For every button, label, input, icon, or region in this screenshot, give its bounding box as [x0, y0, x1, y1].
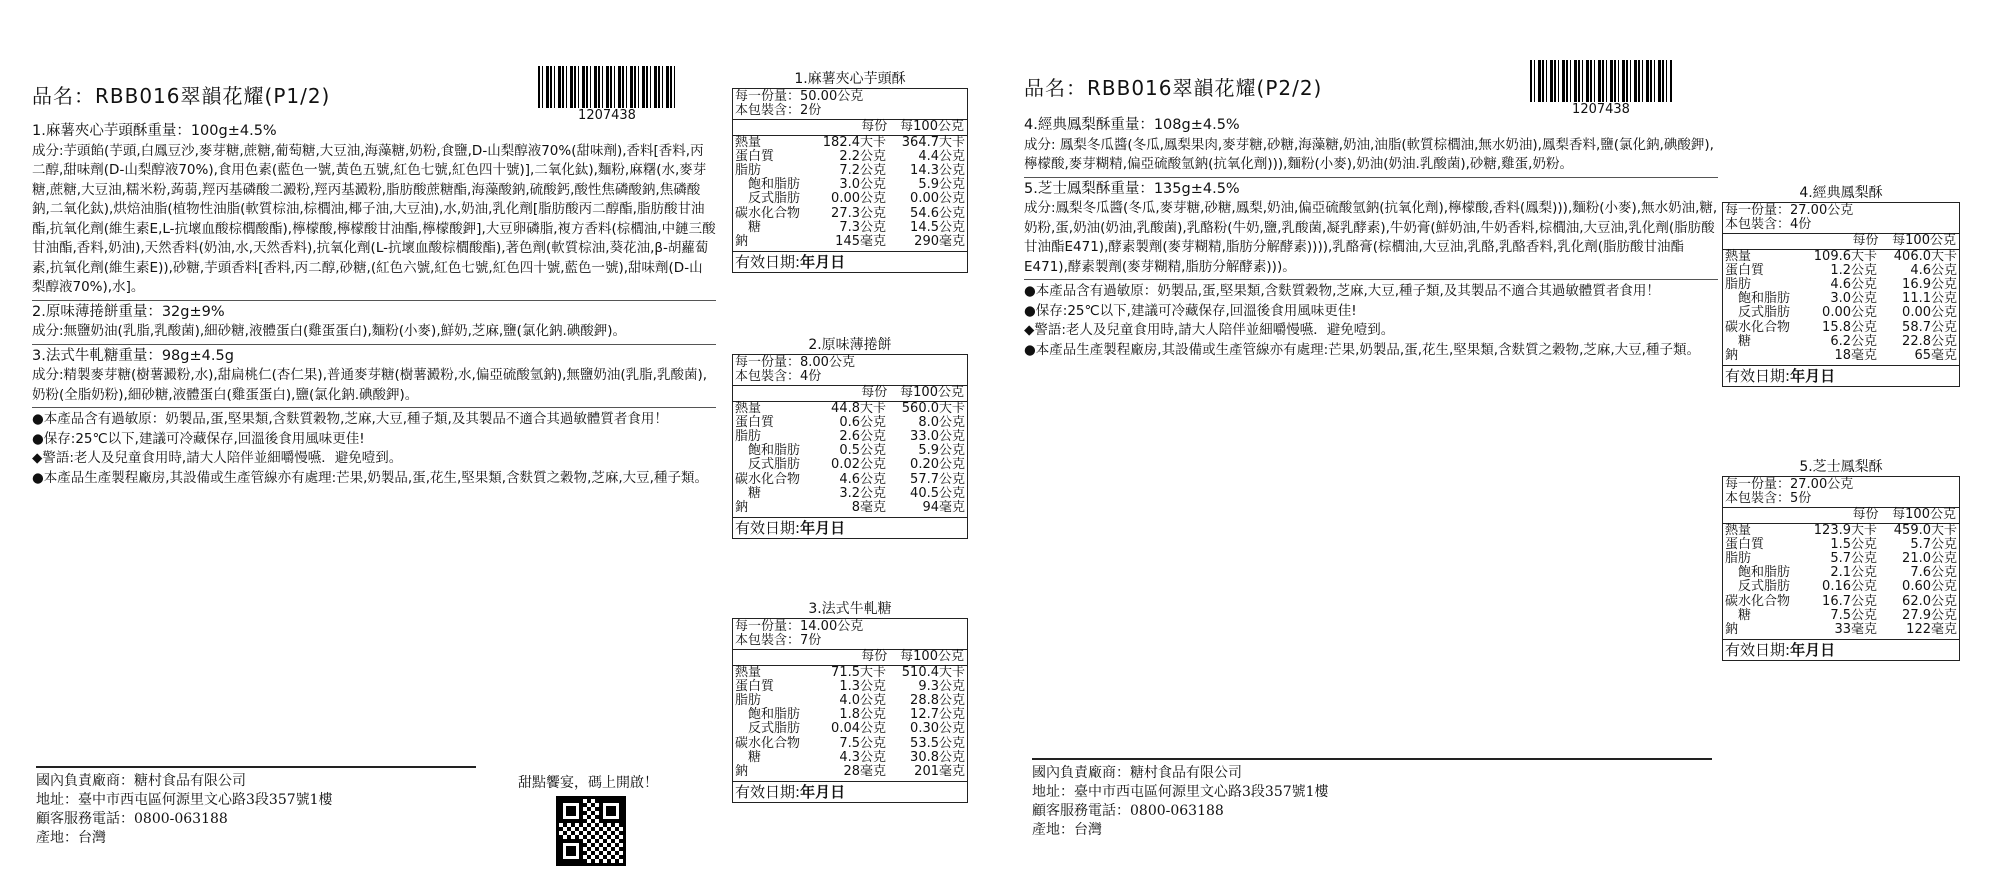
- value-per-serving: 1.3公克: [839, 678, 886, 694]
- nutrition-row: [735, 458, 965, 472]
- section-ingredients: 成分: 鳳梨冬瓜醬(冬瓜,鳳梨果肉,麥芽糖,砂糖,海藻糖,奶油,油脂(軟質棕櫚油,無水奶油),鳳梨香料,鹽(氯化鈉,碘酸鉀),檸檬酸,麥芽糊精,偏亞硫酸氫鈉(抗氧化劑))),麵粉(小麥),奶油(奶油.乳酸菌),砂糖,雞蛋,奶粉。: [1024, 136, 1714, 172]
- serving-size: 每一份量：8.00公克: [735, 355, 855, 370]
- value-per-serving: 4.0公克: [839, 693, 886, 709]
- nutrition-row: [735, 666, 965, 680]
- nutrient-name: 碳水化合物: [735, 735, 801, 751]
- section-cheese-pineapple: [1024, 180, 1718, 363]
- value-per-serving: 0.5公克: [839, 443, 886, 459]
- nutrient-name: 熱量: [1725, 248, 1752, 264]
- value-per-serving: 4.3公克: [839, 749, 886, 765]
- barcode-number: 1207438: [578, 108, 636, 123]
- value-per-serving: 109.6大卡: [1813, 248, 1877, 264]
- servings-per-pack: 本包裝含：5份: [1725, 491, 1812, 507]
- section-classic-pineapple: [1024, 116, 1718, 178]
- value-per-serving: 123.9大卡: [1813, 522, 1877, 538]
- nutrition-row: [735, 235, 965, 249]
- value-per-100g: 27.9公克: [1902, 607, 1957, 623]
- nutrition-table: [1722, 202, 1960, 387]
- nutrition-header: [1723, 508, 1959, 523]
- section-ingredients: 成分:芋頭餡(芋頭,白鳳豆沙,麥芽糖,蔗糖,葡萄糖,大豆油,海藻糖,奶粉,食鹽,D-山梨醇液70%(甜味劑),香料[香料,丙二醇,甜味劑(D-山梨醇液70%),食用色素(藍色一號,黃色五號,紅色七號,紅色四十號)],二氧化鈦),麵粉,麻糬(水,麥芽糖,蔗糖,大豆油,糯米粉,蒟蒻,羥丙基磷酸二澱粉,羥丙基澱粉,脂肪酸蔗糖酯,海藻酸鈉,硫酸鈣,酸性焦磷酸鈉,焦磷酸鈉,二氧化鈦),烘焙油脂(植物性油脂(軟質棕油,棕櫚油,椰子油,大豆油),水,奶油,乳化劑[脂肪酸丙二醇酯,脂肪酸甘油酯,抗氧化劑(維生素E,L-抗壞血酸棕櫚酸酯),檸檬酸,檸檬酸甘油酯,檸檬酸鉀],大豆卵磷脂,複方香料(棕櫚油,中鏈三酸甘油酯,香料,奶油),天然香料(奶油,水,天然香料),抗氧化劑(L-抗壞血酸棕櫚酸酯),著色劑(軟質棕油,葵花油,β-胡蘿蔔素,抗氧化劑(維生素E)),砂糖,芋頭香料[香料,丙二醇,砂糖,(紅色六號,紅色七號,紅色四十號,藍色一號),甜味劑(D-山梨醇液70%),水]。: [32, 142, 716, 295]
- nutrient-name: 反式脂肪: [735, 721, 801, 737]
- value-per-serving: 7.3公克: [839, 219, 886, 235]
- value-per-100g: 560.0大卡: [901, 400, 965, 416]
- value-per-serving: 1.8公克: [839, 707, 886, 723]
- value-per-100g: 290毫克: [914, 234, 965, 250]
- value-per-100g: 7.6公克: [1910, 565, 1957, 581]
- allergen-note: ●本產品含有過敏原：奶製品,蛋,堅果類,含麩質穀物,芝麻,大豆,種子類,及其製品不適合其過敏體質者食用！: [32, 411, 668, 427]
- value-per-serving: 44.8大卡: [831, 400, 886, 416]
- section-ingredients: 成分:鳳梨冬瓜醬(冬瓜,麥芽糖,砂糖,鳳梨,奶油,偏亞硫酸氫鈉(抗氧化劑),檸檬酸,香料(鳳梨))),麵粉(小麥),無水奶油,糖,奶粉,蛋,奶油(奶油,乳酸菌),乳酪粉(牛奶,鹽,乳酸菌,凝乳酵素),牛奶膏(鮮奶油,牛奶香料,棕櫚油,大豆油,乳化劑(脂肪酸甘油酯E471),酵素製劑(麥芽糊精,脂肪分解酵素)))),乳酪膏(棕櫚油,大豆油,乳酪,乳酪香料,乳化劑(脂肪酸甘油酯E471),酵素製劑(麥芽糊精,脂肪分解酵素)))。: [1024, 199, 1718, 280]
- value-per-serving: 27.3公克: [831, 205, 886, 221]
- col-per-serving: 每份: [861, 119, 888, 135]
- nutrient-name: 碳水化合物: [1725, 593, 1791, 609]
- value-per-100g: 406.0大卡: [1893, 248, 1957, 264]
- origin: 產地：台灣: [36, 830, 106, 846]
- value-per-100g: 30.8公克: [910, 749, 965, 765]
- nutrition-rows: [1723, 250, 1959, 367]
- nutrient-name: 蛋白質: [735, 678, 775, 694]
- nutrient-name: 鈉: [735, 764, 749, 780]
- nutrient-name: 糖: [735, 749, 762, 765]
- nutrition-row: [1725, 264, 1957, 278]
- manufacturer: 國內負責廠商：糖村食品有限公司: [1032, 765, 1242, 781]
- nutrient-name: 碳水化合物: [735, 471, 801, 487]
- nutrition-row: [1725, 538, 1957, 552]
- nutrient-name: 熱量: [735, 664, 762, 680]
- nutrition-title: 5.芝士鳳梨酥: [1799, 459, 1883, 475]
- footer-p2: [1032, 758, 1712, 840]
- value-per-100g: 0.00公克: [1902, 305, 1957, 321]
- nutrient-name: 熱量: [1725, 522, 1752, 538]
- barcode-p2: [1530, 60, 1672, 117]
- value-per-100g: 201毫克: [914, 764, 965, 780]
- nutrition-table: [732, 618, 968, 803]
- expiry-date: [733, 252, 967, 272]
- nutrient-name: 脂肪: [735, 163, 762, 179]
- value-per-serving: 71.5大卡: [831, 664, 886, 680]
- address: 地址：臺中市西屯區何源里文心路3段357號1樓: [36, 792, 333, 808]
- nutrient-name: 蛋白質: [735, 148, 775, 164]
- value-per-100g: 364.7大卡: [901, 134, 965, 150]
- nutrition-rows: [733, 666, 967, 783]
- value-per-serving: 8毫克: [851, 500, 886, 516]
- nutrient-name: 反式脂肪: [735, 191, 801, 207]
- serving-info: [733, 355, 967, 386]
- nutrient-name: 熱量: [735, 400, 762, 416]
- value-per-100g: 28.8公克: [910, 693, 965, 709]
- nutrient-name: 反式脂肪: [735, 457, 801, 473]
- value-per-100g: 0.60公克: [1902, 579, 1957, 595]
- nutrition-row: [735, 473, 965, 487]
- value-per-serving: 1.5公克: [1830, 536, 1877, 552]
- nutrition-panel-2: [732, 334, 968, 539]
- value-per-serving: 33毫克: [1834, 622, 1877, 638]
- nutrition-panel-5: [1722, 456, 1960, 661]
- section-nougat: [32, 347, 716, 491]
- nutrient-name: 飽和脂肪: [735, 443, 801, 459]
- value-per-serving: 0.6公克: [839, 414, 886, 430]
- value-per-100g: 0.00公克: [910, 191, 965, 207]
- nutrient-name: 蛋白質: [735, 414, 775, 430]
- nutrition-header: [733, 120, 967, 135]
- value-per-serving: 6.2公克: [1830, 333, 1877, 349]
- expiry-value: 年月日: [800, 519, 846, 538]
- nutrition-row: [735, 501, 965, 515]
- value-per-100g: 510.4大卡: [901, 664, 965, 680]
- nutrition-row: [735, 207, 965, 221]
- section-title: 1.麻薯夾心芋頭酥重量：100g±4.5%: [32, 123, 277, 139]
- nutrient-name: 鈉: [1725, 622, 1739, 638]
- expiry-date: [1723, 640, 1959, 660]
- value-per-100g: 0.30公克: [910, 721, 965, 737]
- facility-note: ●本產品生產製程廠房,其設備或生產管線亦有處理:芒果,奶製品,蛋,花生,堅果類,含麩質之穀物,芝麻,大豆,種子類。: [32, 469, 708, 486]
- value-per-serving: 0.00公克: [1822, 305, 1877, 321]
- value-per-serving: 28毫克: [843, 764, 886, 780]
- col-per-100g: 每100公克: [1892, 507, 1956, 523]
- value-per-serving: 2.2公克: [839, 148, 886, 164]
- value-per-serving: 16.7公克: [1822, 593, 1877, 609]
- nutrition-table: [1722, 476, 1960, 661]
- value-per-100g: 9.3公克: [918, 678, 965, 694]
- warning-note: ◆警語:老人及兒童食用時,請大人陪伴並細嚼慢嚥．避免噎到。: [32, 450, 403, 466]
- serving-size: 每一份量：50.00公克: [735, 89, 864, 104]
- expiry-label: 有效日期:: [735, 519, 801, 538]
- section-title: 4.經典鳳梨酥重量：108g±4.5%: [1024, 117, 1240, 133]
- value-per-100g: 65毫克: [1914, 348, 1957, 364]
- col-per-100g: 每100公克: [900, 649, 964, 665]
- serving-info: [1723, 203, 1959, 234]
- warning-note: ◆警語:老人及兒童食用時,請大人陪伴並細嚼慢嚥．避免噎到。: [1024, 322, 1395, 338]
- nutrition-header: [733, 650, 967, 665]
- nutrition-row: [735, 737, 965, 751]
- section-ingredients: 成分:精製麥芽糖(樹薯澱粉,水),甜扁桃仁(杏仁果),普通麥芽糖(樹薯澱粉,水,偏亞硫酸氫鈉),無鹽奶油(乳脂,乳酸菌),奶粉(全脂奶粉),細砂糖,液體蛋白(雞蛋蛋白),鹽(氯化鈉.碘酸鉀)。: [32, 366, 716, 408]
- value-per-100g: 4.6公克: [1910, 262, 1957, 278]
- value-per-serving: 7.5公克: [1830, 607, 1877, 623]
- nutrition-row: [735, 751, 965, 765]
- col-per-100g: 每100公克: [1892, 233, 1956, 249]
- expiry-date: [733, 518, 967, 538]
- col-per-serving: 每份: [1852, 507, 1879, 523]
- value-per-100g: 58.7公克: [1902, 319, 1957, 335]
- nutrition-rows: [733, 136, 967, 253]
- nutrient-name: 脂肪: [735, 693, 762, 709]
- value-per-serving: 15.8公克: [1822, 319, 1877, 335]
- section-ingredients: 成分:無鹽奶油(乳脂,乳酸菌),細砂糖,液體蛋白(雞蛋蛋白),麵粉(小麥),鮮奶,芝麻,鹽(氯化鈉.碘酸鉀)。: [32, 323, 627, 339]
- nutrition-row: [735, 136, 965, 150]
- value-per-100g: 62.0公克: [1902, 593, 1957, 609]
- serving-info: [733, 619, 967, 650]
- nutrition-title: 3.法式牛軋糖: [808, 601, 892, 617]
- value-per-100g: 12.7公克: [910, 707, 965, 723]
- expiry-date: [1723, 366, 1959, 386]
- value-per-serving: 4.6公克: [839, 471, 886, 487]
- slogan: 甜點饗宴，碼上開啟！: [518, 775, 658, 791]
- value-per-serving: 145毫克: [835, 234, 886, 250]
- nutrient-name: 鈉: [735, 234, 749, 250]
- phone: 顧客服務電話：0800-063188: [1032, 803, 1224, 819]
- nutrition-rows: [733, 402, 967, 519]
- nutrition-row: [1725, 580, 1957, 594]
- nutrition-row: [1725, 250, 1957, 264]
- nutrition-row: [1725, 306, 1957, 320]
- nutrition-table: [732, 354, 968, 539]
- nutrition-rows: [1723, 524, 1959, 641]
- value-per-serving: 4.6公克: [1830, 277, 1877, 293]
- value-per-100g: 11.1公克: [1902, 291, 1957, 307]
- nutrient-name: 糖: [1725, 333, 1752, 349]
- value-per-serving: 3.2公克: [839, 485, 886, 501]
- expiry-label: 有效日期:: [1725, 367, 1791, 386]
- barcode-p1: [538, 66, 676, 123]
- nutrition-row: [735, 680, 965, 694]
- nutrition-panel-1: [732, 68, 968, 273]
- value-per-100g: 14.3公克: [910, 163, 965, 179]
- value-per-serving: 7.2公克: [839, 163, 886, 179]
- serving-size: 每一份量：27.00公克: [1725, 203, 1854, 218]
- nutrient-name: 脂肪: [735, 429, 762, 445]
- manufacturer: 國內負責廠商：糖村食品有限公司: [36, 773, 246, 789]
- nutrient-name: 鈉: [1725, 348, 1739, 364]
- serving-info: [1723, 477, 1959, 508]
- value-per-100g: 16.9公克: [1902, 277, 1957, 293]
- nutrition-table: [732, 88, 968, 273]
- phone: 顧客服務電話：0800-063188: [36, 811, 228, 827]
- value-per-100g: 5.9公克: [918, 177, 965, 193]
- value-per-100g: 22.8公克: [1902, 333, 1957, 349]
- nutrition-header: [733, 386, 967, 401]
- expiry-date: [733, 782, 967, 802]
- barcode-bars: [538, 66, 676, 108]
- nutrition-row: [1725, 524, 1957, 538]
- section-title: 3.法式牛軋糖重量：98g±4.5g: [32, 347, 234, 364]
- nutrition-panel-4: [1722, 182, 1960, 387]
- nutrition-row: [735, 765, 965, 779]
- ingredients-p1: [32, 122, 716, 492]
- nutrition-row: [735, 722, 965, 736]
- nutrition-row: [735, 402, 965, 416]
- nutrient-name: 蛋白質: [1725, 536, 1765, 552]
- value-per-serving: 2.1公克: [1830, 565, 1877, 581]
- page-title-p1: 品名：RBB016翠韻花耀(P1/2): [32, 84, 331, 108]
- nutrient-name: 碳水化合物: [735, 205, 801, 221]
- nutrient-name: 脂肪: [1725, 551, 1752, 567]
- value-per-serving: 7.5公克: [839, 735, 886, 751]
- col-per-100g: 每100公克: [900, 385, 964, 401]
- value-per-serving: 5.7公克: [1830, 551, 1877, 567]
- serving-info: [733, 89, 967, 120]
- nutrient-name: 飽和脂肪: [735, 177, 801, 193]
- nutrient-name: 鈉: [735, 500, 749, 516]
- nutrition-row: [1725, 349, 1957, 363]
- value-per-100g: 122毫克: [1906, 622, 1957, 638]
- nutrition-row: [1725, 335, 1957, 349]
- nutrient-name: 熱量: [735, 134, 762, 150]
- nutrition-title: 1.麻薯夾心芋頭酥: [794, 71, 906, 87]
- value-per-100g: 4.4公克: [918, 148, 965, 164]
- value-per-100g: 14.5公克: [910, 219, 965, 235]
- nutrient-name: 飽和脂肪: [1725, 291, 1791, 307]
- value-per-serving: 0.04公克: [831, 721, 886, 737]
- value-per-100g: 459.0大卡: [1893, 522, 1957, 538]
- value-per-serving: 182.4大卡: [822, 134, 886, 150]
- value-per-serving: 0.16公克: [1822, 579, 1877, 595]
- value-per-serving: 3.0公克: [839, 177, 886, 193]
- nutrition-row: [735, 150, 965, 164]
- nutrition-row: [1725, 609, 1957, 623]
- barcode-number: 1207438: [1572, 102, 1630, 117]
- expiry-value: 年月日: [800, 783, 846, 802]
- expiry-label: 有效日期:: [735, 783, 801, 802]
- nutrition-header: [1723, 234, 1959, 249]
- section-title: 2.原味薄捲餅重量：32g±9%: [32, 303, 225, 320]
- expiry-label: 有效日期:: [735, 253, 801, 272]
- nutrient-name: 糖: [1725, 607, 1752, 623]
- nutrition-title: 2.原味薄捲餅: [808, 337, 892, 353]
- nutrient-name: 反式脂肪: [1725, 305, 1791, 321]
- nutrient-name: 糖: [735, 219, 762, 235]
- nutrient-name: 反式脂肪: [1725, 579, 1791, 595]
- nutrition-row: [735, 416, 965, 430]
- page-title-p2: 品名：RBB016翠韻花耀(P2/2): [1024, 76, 1323, 100]
- facility-note: ●本產品生產製程廠房,其設備或生產管線亦有處理:芒果,奶製品,蛋,花生,堅果類,含麩質之穀物,芝麻,大豆,種子類。: [1024, 341, 1700, 358]
- value-per-serving: 1.2公克: [1830, 262, 1877, 278]
- nutrition-row: [1725, 623, 1957, 637]
- nutrition-row: [735, 221, 965, 235]
- expiry-value: 年月日: [1790, 367, 1836, 386]
- value-per-100g: 33.0公克: [910, 429, 965, 445]
- value-per-100g: 8.0公克: [918, 414, 965, 430]
- storage-note: ●保存:25℃以下,建議可冷藏保存,回溫後食用風味更佳!: [32, 430, 365, 447]
- value-per-100g: 21.0公克: [1902, 551, 1957, 567]
- storage-note: ●保存:25℃以下,建議可冷藏保存,回溫後食用風味更佳!: [1024, 302, 1357, 319]
- value-per-serving: 3.0公克: [1830, 291, 1877, 307]
- value-per-100g: 0.20公克: [910, 457, 965, 473]
- value-per-serving: 0.00公克: [831, 191, 886, 207]
- nutrient-name: 蛋白質: [1725, 262, 1765, 278]
- barcode-bars: [1530, 60, 1672, 102]
- ingredients-p2: [1024, 116, 1718, 364]
- nutrient-name: 飽和脂肪: [1725, 565, 1791, 581]
- origin: 產地：台灣: [1032, 822, 1102, 838]
- serving-size: 每一份量：14.00公克: [735, 619, 864, 634]
- section-thin-roll: [32, 303, 716, 345]
- expiry-value: 年月日: [1790, 641, 1836, 660]
- nutrition-panel-3: [732, 598, 968, 803]
- value-per-100g: 94毫克: [922, 500, 965, 516]
- address: 地址：臺中市西屯區何源里文心路3段357號1樓: [1032, 784, 1329, 800]
- nutrient-name: 脂肪: [1725, 277, 1752, 293]
- value-per-100g: 40.5公克: [910, 485, 965, 501]
- qr-code-icon[interactable]: [556, 796, 626, 866]
- expiry-label: 有效日期:: [1725, 641, 1791, 660]
- value-per-serving: 0.02公克: [831, 457, 886, 473]
- nutrition-row: [735, 487, 965, 501]
- expiry-value: 年月日: [800, 253, 846, 272]
- footer-p1: [36, 766, 476, 848]
- nutrient-name: 碳水化合物: [1725, 319, 1791, 335]
- value-per-serving: 18毫克: [1834, 348, 1877, 364]
- servings-per-pack: 本包裝含：4份: [735, 369, 822, 385]
- nutrition-title: 4.經典鳳梨酥: [1799, 185, 1883, 201]
- col-per-100g: 每100公克: [900, 119, 964, 135]
- col-per-serving: 每份: [1852, 233, 1879, 249]
- serving-size: 每一份量：27.00公克: [1725, 477, 1854, 492]
- allergen-note: ●本產品含有過敏原：奶製品,蛋,堅果類,含麩質穀物,芝麻,大豆,種子類,及其製品不適合其過敏體質者食用！: [1024, 283, 1660, 299]
- nutrient-name: 飽和脂肪: [735, 707, 801, 723]
- value-per-100g: 5.9公克: [918, 443, 965, 459]
- servings-per-pack: 本包裝含：4份: [1725, 217, 1812, 233]
- nutrient-name: 糖: [735, 485, 762, 501]
- value-per-100g: 5.7公克: [1910, 536, 1957, 552]
- value-per-100g: 54.6公克: [910, 205, 965, 221]
- servings-per-pack: 本包裝含：7份: [735, 633, 822, 649]
- nutrition-row: [1725, 321, 1957, 335]
- value-per-100g: 53.5公克: [910, 735, 965, 751]
- section-taro-pastry: [32, 122, 716, 301]
- nutrition-row: [735, 192, 965, 206]
- value-per-100g: 57.7公克: [910, 471, 965, 487]
- col-per-serving: 每份: [861, 649, 888, 665]
- servings-per-pack: 本包裝含：2份: [735, 103, 822, 119]
- col-per-serving: 每份: [861, 385, 888, 401]
- value-per-serving: 2.6公克: [839, 429, 886, 445]
- section-title: 5.芝士鳳梨酥重量：135g±4.5%: [1024, 180, 1240, 197]
- nutrition-row: [1725, 595, 1957, 609]
